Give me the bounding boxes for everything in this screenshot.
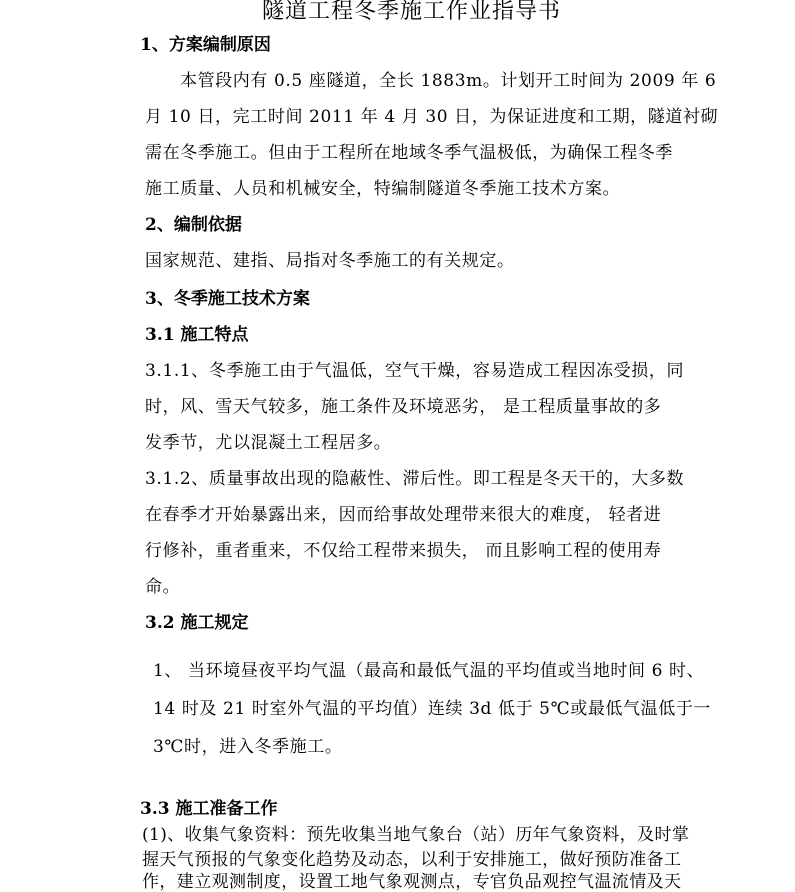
rule-item-line: 3℃时，进入冬季施工。 bbox=[153, 737, 343, 757]
rule-item-line: 14 时及 21 时室外气温的平均值）连续 3d 低于 5℃或最低气温低于一 bbox=[153, 699, 712, 719]
section-3-heading: 3、冬季施工技术方案 bbox=[145, 289, 310, 309]
section-1-heading: 1、方案编制原因 bbox=[140, 35, 271, 55]
paragraph-3-1-1-line: 发季节，尤以混凝土工程居多。 bbox=[145, 433, 392, 453]
paragraph-3-1-1-line: 3.1.1、冬季施工由于气温低，空气干燥，容易造成工程因冻受损，同 bbox=[145, 361, 685, 381]
section-3-2-heading: 3.2 施工规定 bbox=[145, 613, 249, 633]
section-2-line: 国家规范、建指、局指对冬季施工的有关规定。 bbox=[145, 251, 515, 271]
section-3-3-line: 握天气预报的气象变化趋势及动态，以利于安排施工，做好预防准备工 bbox=[142, 850, 682, 870]
paragraph-3-1-1-line: 时，风、雪天气较多，施工条件及环境恶劣， 是工程质量事故的多 bbox=[145, 397, 662, 417]
section-1-line: 本管段内有 0.5 座隧道，全长 1883m。计划开工时间为 2009 年 6 bbox=[180, 71, 717, 91]
section-3-3-line: (1)、收集气象资料：预先收集当地气象台（站）历年气象资料，及时掌 bbox=[142, 825, 690, 845]
paragraph-3-1-2-line: 命。 bbox=[145, 577, 181, 597]
paragraph-3-1-2-line: 在春季才开始暴露出来，因而给事故处理带来很大的难度， 轻者进 bbox=[145, 505, 662, 525]
section-3-3-heading: 3.3 施工准备工作 bbox=[140, 799, 278, 819]
paragraph-3-1-2-line: 3.1.2、质量事故出现的隐蔽性、滞后性。即工程是冬天干的，大多数 bbox=[145, 469, 685, 489]
section-1-line: 施工质量、人员和机械安全，特编制隧道冬季施工技术方案。 bbox=[145, 179, 621, 199]
section-3-3-line: 作，建立观测制度，设置工地气象观测点，专官负品观控气温流情及天 bbox=[142, 872, 682, 892]
section-1-line: 需在冬季施工。但由于工程所在地域冬季气温极低，为确保工程冬季 bbox=[145, 143, 673, 163]
section-2-heading: 2、编制依据 bbox=[145, 215, 242, 235]
section-3-1-heading: 3.1 施工特点 bbox=[145, 325, 249, 345]
paragraph-3-1-2-line: 行修补，重者重来，不仅给工程带来损失， 而且影响工程的使用寿 bbox=[145, 541, 662, 561]
section-1-line: 月 10 日，完工时间 2011 年 4 月 30 日，为保证进度和工期，隧道衬砌 bbox=[145, 107, 719, 127]
rule-item-line: 1、 当环境昼夜平均气温（最高和最低气温的平均值或当地时间 6 时、 bbox=[153, 661, 705, 681]
document-title: 隧道工程冬季施工作业指导书 bbox=[262, 0, 562, 24]
